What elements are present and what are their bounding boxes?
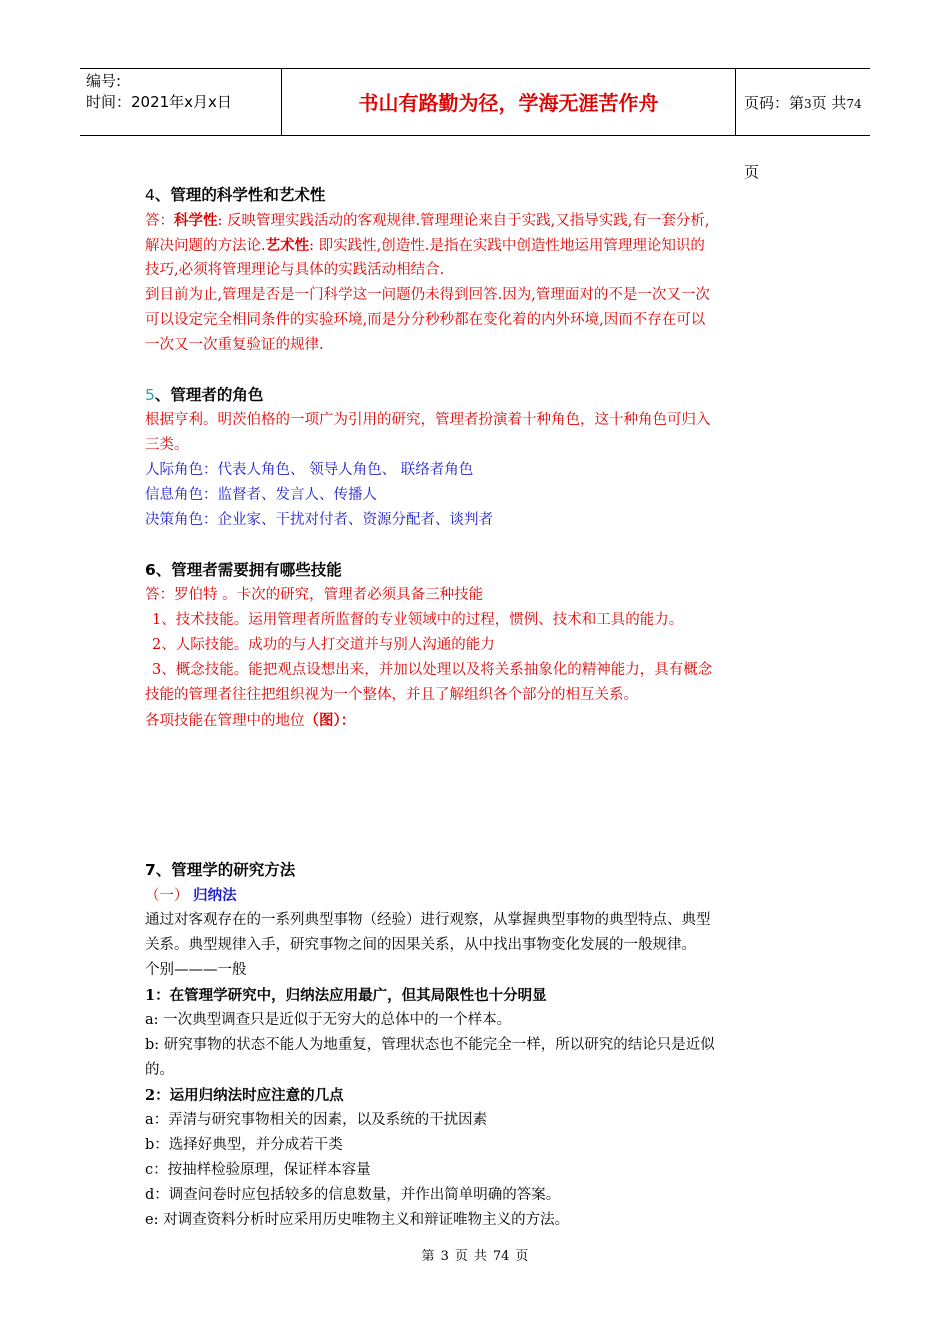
skill-human: 2、人际技能。成功的与人打交道并与别人沟通的能力 [152, 637, 495, 653]
section-6-title: 6、管理者需要拥有哪些技能 [145, 561, 342, 579]
role-informational: 信息角色：监督者、发言人、传播人 [145, 487, 377, 503]
s7-point1-a: a: 一次典型调查只是近似于无穷大的总体中的一个样本。 [145, 1012, 512, 1028]
total-pages: 74 [846, 97, 862, 111]
header-motto: 书山有路勤为径，学海无涯苦作舟 [282, 69, 736, 135]
footer-total-pages: 74 [492, 1249, 510, 1264]
page-suffix: 页 [744, 163, 760, 181]
page-footer: 第 3 页 共 74 页 [421, 1249, 529, 1264]
header-page-info [736, 69, 870, 181]
s7-point2-heading: 2：运用归纳法时应注意的几点 [145, 1087, 344, 1104]
s7-para-line1: 通过对客观存在的一系列典型事物（经验）进行观察，从掌握典型事物的典型特点、典型 [145, 912, 711, 928]
s5-intro-line2: 三类。 [145, 437, 189, 453]
s7-point2-c: c：按抽样检验原理，保证样本容量 [145, 1162, 371, 1178]
s4-para2-line1: 到目前为止,管理是否是一门科学这一问题仍未得到回答.因为,管理面对的不是一次又一次 [145, 287, 710, 303]
header-meta [80, 69, 282, 135]
s7-point2-e: e: 对调查资料分析时应采用历史唯物主义和辩证唯物主义的方法。 [145, 1212, 570, 1228]
s7-point1-b-line2: 的。 [145, 1062, 174, 1078]
s4-para2-line3: 一次又一次重复验证的规律. [145, 337, 324, 353]
s4-answer-line3: 技巧,必须将管理理论与具体的实践活动相结合. [145, 262, 445, 278]
page-number: 3 [804, 97, 812, 111]
skill-position-label: 各项技能在管理中的地位（图）： [145, 712, 356, 729]
s4-para2-line2: 可以设定完全相同条件的实验环境,而是分分秒秒都在变化着的内外环境,因而不存在可以 [145, 312, 706, 328]
s7-subsection-title: （一） 归纳法 [145, 887, 237, 904]
role-interpersonal: 人际角色：代表人角色、 领导人角色、 联络者角色 [145, 462, 474, 478]
s7-point2-a: a：弄清与研究事物相关的因素，以及系统的干扰因素 [145, 1112, 488, 1128]
skill-technical: 1、技术技能。运用管理者所监督的专业领域中的过程，惯例、技术和工具的能力。 [152, 612, 684, 628]
s7-point2-b: b：选择好典型，并分成若干类 [145, 1137, 343, 1153]
s6-answer: 答：罗伯特 。卡次的研究，管理者必须具备三种技能 [145, 587, 484, 603]
science-keyword: 科学性 [174, 212, 218, 229]
figure-placeholder [145, 733, 810, 833]
section-5-title: 5、管理者的角色 [145, 386, 264, 404]
section-7-title: 7、管理学的研究方法 [145, 861, 296, 879]
doc-date: 时间：2021年x月x日 [86, 93, 232, 111]
role-decisional: 决策角色：企业家、干扰对付者、资源分配者、谈判者 [145, 512, 493, 528]
s5-intro-line1: 根据亨利。明茨伯格的一项广为引用的研究，管理者扮演着十种角色，这十种角色可归入 [145, 412, 711, 428]
section-4-title: 4、管理的科学性和艺术性 [145, 186, 326, 204]
page-header [80, 68, 870, 181]
s7-para-line3: 个别———一般 [145, 962, 247, 978]
art-keyword: 艺术性 [265, 237, 310, 254]
s4-answer-line2: 解决问题的方法论.艺术性: 即实践性,创造性.是指在实践中创造性地运用管理理论知识的 [145, 237, 705, 254]
skill-conceptual-line1: 3、概念技能。能把观点设想出来，并加以处理以及将关系抽象化的精神能力，具有概念 [152, 662, 713, 678]
s7-point1-heading: 1：在管理学研究中，归纳法应用最广，但其局限性也十分明显 [145, 987, 547, 1004]
page-prefix: 页码：第 [744, 94, 805, 112]
skill-conceptual-line2: 技能的管理者往往把组织视为一个整体，并且了解组织各个部分的相互关系。 [145, 687, 638, 703]
footer-page-number: 3 [440, 1249, 449, 1264]
s7-point2-d: d：调查问卷时应包括较多的信息数量，并作出简单明确的答案。 [145, 1187, 561, 1203]
s7-point1-b-line1: b: 研究事物的状态不能人为地重复，管理状态也不能完全一样，所以研究的结论只是近似 [145, 1037, 715, 1053]
s7-para-line2: 关系。典型规律入手，研究事物之间的因果关系，从中找出事物变化发展的一般规律。 [145, 937, 696, 953]
doc-code-label: 编号: [86, 72, 122, 90]
s4-answer-line1: 答：科学性: 反映管理实践活动的客观规律.管理理论来自于实践,又指导实践,有一套分析, [145, 212, 710, 229]
document-body [145, 183, 810, 1233]
page-mid: 页 共 [811, 94, 847, 112]
